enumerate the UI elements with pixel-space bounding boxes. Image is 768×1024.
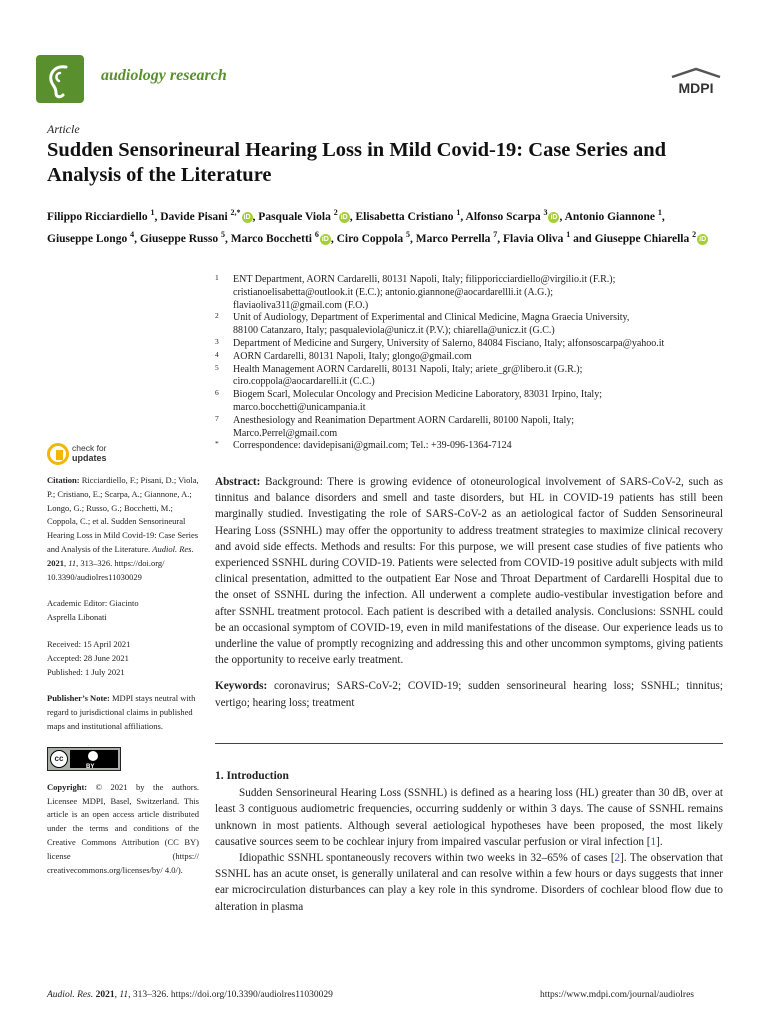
affiliation-item	[215, 338, 735, 351]
affiliation-line: cristianoelisabetta@outlook.it (E.C.); antonio.giannone@aocardarellli.it (A.G.);	[233, 286, 553, 298]
journal-name[interactable]: audiology research	[101, 67, 227, 84]
reference-link[interactable]: 1	[650, 835, 657, 848]
author-name	[230, 229, 334, 245]
author-text: Flavia Oliva	[503, 232, 564, 245]
author-text: Marco Bocchetti	[230, 232, 312, 245]
author-name	[336, 229, 413, 245]
footer-year: 2021	[95, 990, 115, 1000]
cc-by-license-badge[interactable]	[47, 747, 121, 771]
check-updates-line2: updates	[72, 453, 107, 463]
published-date: Published: 1 July 2021	[47, 666, 125, 677]
abstract-section	[215, 474, 723, 711]
author-text: Alfonso Scarpa	[465, 210, 541, 223]
check-for-updates-badge[interactable]	[47, 443, 127, 469]
intro-p2-rest: ]. The observation that SSNHL has an acute onset, is generally unilateral and can resolve within a few hours or days suggests that inner ear microcirculation disturbances can play a key role in this syndrome. Disorders of cochlear blood flow due to alteration in plasma	[215, 852, 723, 913]
orcid-icon[interactable]: iD	[321, 235, 329, 243]
intro-p2-text: Idiopathic SSNHL spontaneously recovers within two weeks in 32–65% of cases [	[239, 852, 615, 865]
affiliation-line: Correspondence: davidepisani@gmail.com; Tel.: +39-096-1364-7124	[233, 440, 512, 452]
affiliations-list	[215, 274, 735, 453]
person-icon	[88, 751, 98, 761]
paper-title: Sudden Sensorineural Hearing Loss in Mild Covid-19: Case Series and Analysis of the Literature	[47, 139, 667, 186]
citation-label: Citation:	[47, 475, 80, 485]
author-text: Giuseppe Russo	[139, 232, 219, 245]
author-separator: ,	[252, 210, 256, 223]
author-name	[47, 208, 158, 223]
check-updates-icon	[47, 443, 69, 465]
author-affiliation-sup: 3	[543, 208, 548, 217]
abstract-label: Abstract:	[215, 476, 261, 488]
author-text: Elisabetta Cristiano	[355, 210, 454, 223]
affiliation-number: 3	[215, 336, 219, 346]
affiliation-line: marco.bocchetti@unicampania.it	[233, 401, 366, 413]
section-divider	[215, 743, 723, 744]
citation-year: 2021	[47, 557, 64, 568]
check-updates-line1: check for	[72, 443, 107, 453]
author-affiliation-sup: 5	[221, 229, 225, 239]
author-text: Marco Perrella	[415, 232, 491, 245]
author-text: Ciro Coppola	[336, 232, 404, 245]
introduction-section	[215, 768, 723, 915]
abstract-text: Background: There is growing evidence of otoneurological involvement of SARS-CoV-2, such as tinnitus and balance disorders and smell and taste disorders, but HL in COVID-19 patients has still been marginally studied. Investigating the role of SARS-CoV-2 as an aetiological factor of Sudden Sensorineural Hearing Loss (SSNHL) may offer the opportunity to address treatment strategies to maximize clinical recovery and avoid side effects. Methods and results: For this purpose, we will present case studies of five patients who experienced SSNHL during COVID-19. Patients were selected from COVID-19 positive adult subjects with mild clinical presentation, admitted to the outpatient Ear Nose and Throat Department of Cardarelli Hospital due to the onset of SSNHL during the infection. All underwent a complete audio-vestibular investigation before and after SSNHL treatment protocol. Each patient is described with a detailed analysis. Conclusions: SSNHL could be an occasional symptom of COVID-19, even in mild manifestations of the disease. Our experience leads us to underline the value of promptly recognizing and addressing this and other uncommon symptoms, giving patients the opportunity to receive early treatment.	[215, 476, 724, 667]
publisher-note	[47, 692, 199, 733]
affiliation-item	[215, 351, 735, 364]
intro-paragraph-1	[215, 785, 723, 850]
author-affiliation-sup: 1	[657, 208, 662, 217]
affiliation-line: ENT Department, AORN Cardarelli, 80131 Napoli, Italy; filipporicciardiello@virgilio.it (F.R.);	[233, 274, 616, 285]
abstract-paragraph	[215, 474, 723, 668]
journal-logo-icon	[36, 55, 84, 103]
author-name	[564, 208, 665, 223]
author-text: Davide Pisani	[160, 210, 228, 223]
affiliation-item	[215, 389, 735, 415]
affiliation-number: *	[215, 439, 219, 449]
citation-block: Citation: Ricciardiello, F.; Pisani, D.; Viola, P.; Cristiano, E.; Scarpa, A.; Giannone, A.; Longo, G.; Russo, G.; Bocchetti, M.; Coppola, C.; et al. Sudden Sensorineural Hearing Loss in Mild Covid-19: Case Series and Analysis of the Literature. Audiol. Res. 2021, 11, 313–326. https://doi.org/ 10.3390/audiolres11030029	[47, 475, 199, 582]
orcid-icon[interactable]: iD	[699, 235, 707, 243]
affiliation-item	[215, 312, 735, 338]
reference-link[interactable]: 2	[614, 852, 621, 865]
affiliation-number: 2	[215, 311, 219, 321]
affiliation-line: Department of Medicine and Surgery, University of Salerno, 84084 Fisciano, Italy; alfonsoscarpa@yahoo.it	[233, 337, 665, 349]
author-text: Filippo Ricciardiello	[47, 210, 148, 223]
cc-icon: cc	[50, 750, 68, 768]
author-affiliation-sup: 5	[406, 229, 411, 239]
author-name	[355, 208, 464, 223]
editor-line1: Academic Editor: Giacinto	[47, 598, 139, 609]
author-affiliation-sup: 6	[314, 229, 319, 239]
academic-editor	[47, 597, 199, 625]
affiliation-line: flaviaoliva311@gmail.com (F.O.)	[233, 299, 369, 311]
affiliation-line: AORN Cardarelli, 80131 Napoli, Italy; glongo@gmail.com	[233, 350, 472, 362]
author-name	[47, 229, 137, 245]
affiliation-number: 6	[215, 388, 219, 398]
affiliation-item	[215, 415, 735, 441]
publisher-note-label: Publisher’s Note:	[47, 693, 110, 704]
citation-pages[interactable]: , 313–326. https://doi.org/ 10.3390/audiolres11030029	[47, 557, 165, 582]
citation-text: Ricciardiello, F.; Pisani, D.; Viola, P.; Cristiano, E.; Scarpa, A.; Giannone, A.; Longo, G.; Russo, G.; Bocchetti, M.; Coppola, C.; et al. Sudden Sensorineural Hearing Loss in Mild Covid-19: Case Series and Analysis of the Literature.	[47, 475, 199, 554]
affiliation-line: Unit of Audiology, Department of Experimental and Clinical Medicine, Magna Graecia University,	[233, 312, 630, 324]
orcid-icon[interactable]: iD	[340, 213, 348, 221]
author-affiliation-sup: 2	[692, 229, 697, 239]
introduction-heading: 1. Introduction	[215, 770, 289, 782]
author-separator: ,	[460, 210, 464, 223]
affiliation-item	[215, 440, 735, 453]
author-separator: and	[570, 232, 592, 245]
affiliation-number: 7	[215, 413, 219, 423]
author-separator: ,	[225, 232, 228, 245]
footer-doi[interactable]: , 313–326. https://doi.org/10.3390/audiolres11030029	[128, 990, 333, 1000]
by-label: BY	[86, 763, 95, 770]
author-name	[415, 229, 501, 245]
affiliation-number: 4	[215, 349, 219, 359]
keywords-paragraph	[215, 678, 723, 710]
publisher-note-text: MDPI stays neutral with regard to jurisdictional claims in published maps and institutional affiliations.	[47, 693, 196, 731]
author-affiliation-sup: 4	[130, 229, 135, 239]
affiliation-line: 88100 Catanzaro, Italy; pasqualeviola@unicz.it (P.V.); chiarella@unicz.it (G.C.)	[233, 325, 555, 337]
author-text: Antonio Giannone	[564, 210, 656, 223]
author-name	[503, 229, 592, 245]
author-name	[465, 208, 563, 223]
keywords-label: Keywords:	[215, 680, 268, 693]
affiliation-line: Biogem Scarl, Molecular Oncology and Precision Medicine Laboratory, 83031 Irpino, Italy;	[233, 389, 602, 401]
editor-line2: Asprella Libonati	[47, 612, 107, 623]
keywords-text: coronavirus; SARS-CoV-2; COVID-19; sudden sensorineural hearing loss; SSNHL; tinnitus; vertigo; hearing loss; treatment	[215, 680, 723, 709]
article-type-label: Article	[47, 122, 80, 136]
author-text: Pasquale Viola	[258, 210, 331, 223]
footer-journal-url[interactable]: https://www.mdpi.com/journal/audiolres	[540, 990, 695, 1000]
author-text: Giuseppe Longo	[47, 232, 128, 245]
affiliation-number: 1	[215, 273, 219, 282]
author-affiliation-sup: 2	[333, 208, 338, 217]
author-separator: ,	[661, 210, 665, 223]
affiliation-line: ciro.coppola@aocardarelli.it (C.C.)	[233, 376, 375, 388]
author-text: Giuseppe Chiarella	[594, 232, 690, 245]
orcid-icon[interactable]: iD	[243, 213, 251, 221]
footer-volume: 11	[119, 990, 129, 1000]
author-separator: ,	[154, 210, 158, 223]
author-name	[594, 229, 709, 245]
author-separator: ,	[330, 232, 334, 245]
author-separator: ,	[349, 210, 353, 223]
affiliation-line: Anesthesiology and Reanimation Department AORN Cardarelli, 80100 Napoli, Italy;	[233, 414, 575, 426]
author-affiliation-sup: 2,*	[230, 208, 241, 217]
author-name	[258, 208, 353, 223]
accepted-date: Accepted: 28 June 2021	[47, 652, 129, 663]
author-affiliation-sup: 1	[150, 208, 155, 217]
author-name	[139, 229, 228, 245]
mdpi-logo-icon[interactable]	[668, 67, 724, 97]
affiliation-item	[215, 274, 735, 312]
copyright-text: © 2021 by the authors. Licensee MDPI, Basel, Switzerland. This article is an open access article distributed under the terms and conditions of the Creative Commons Attribution (CC BY) license (https:// creativecommons.org/licenses/by/ 4.0/).	[47, 781, 200, 875]
received-date: Received: 15 April 2021	[47, 638, 131, 649]
citation-volume: 11	[68, 557, 77, 568]
author-affiliation-sup: 1	[566, 229, 571, 239]
author-separator: ,	[559, 210, 563, 223]
author-separator: ,	[497, 232, 501, 245]
affiliation-line: Health Management AORN Cardarelli, 80131 Napoli, Italy; ariete_gr@libero.it (G.R.);	[233, 363, 583, 375]
author-list	[47, 204, 727, 248]
footer-citation: Audiol. Res. 2021, 11, 313–326. https://doi.org/10.3390/audiolres11030029	[47, 990, 333, 1000]
orcid-icon[interactable]: iD	[550, 213, 558, 221]
affiliation-line: Marco.Perrel@gmail.com	[233, 427, 338, 439]
author-name	[160, 208, 256, 223]
author-separator: ,	[410, 232, 413, 245]
copyright-label: Copyright:	[47, 781, 88, 792]
svg-text:MDPI: MDPI	[678, 80, 714, 96]
dates-block	[47, 638, 199, 679]
citation-journal: Audiol. Res.	[152, 543, 194, 554]
author-separator: ,	[134, 232, 137, 245]
affiliation-item	[215, 364, 735, 390]
author-affiliation-sup: 1	[456, 208, 461, 217]
intro-paragraph-2	[215, 850, 723, 915]
side-column	[47, 474, 199, 890]
intro-p1-text: Sudden Sensorineural Hearing Loss (SSNHL) is defined as a hearing loss (HL) greater than 30 dB, over at least 3 contiguous audiometric frequencies, occurring suddenly or within 3 days. The cause of SSNHL remains unknown in most patients. Although several aetiological hypotheses have been proposed, the most likely causative sources seem to be cochlear injury from impaired vascular perfusion or viral infection [	[215, 787, 723, 848]
footer-journal: Audiol. Res.	[47, 990, 94, 1000]
author-affiliation-sup: 7	[493, 229, 498, 239]
intro-p1-end: ].	[656, 835, 663, 848]
by-badge	[70, 750, 118, 768]
copyright-block	[47, 781, 199, 878]
affiliation-number: 5	[215, 362, 219, 372]
